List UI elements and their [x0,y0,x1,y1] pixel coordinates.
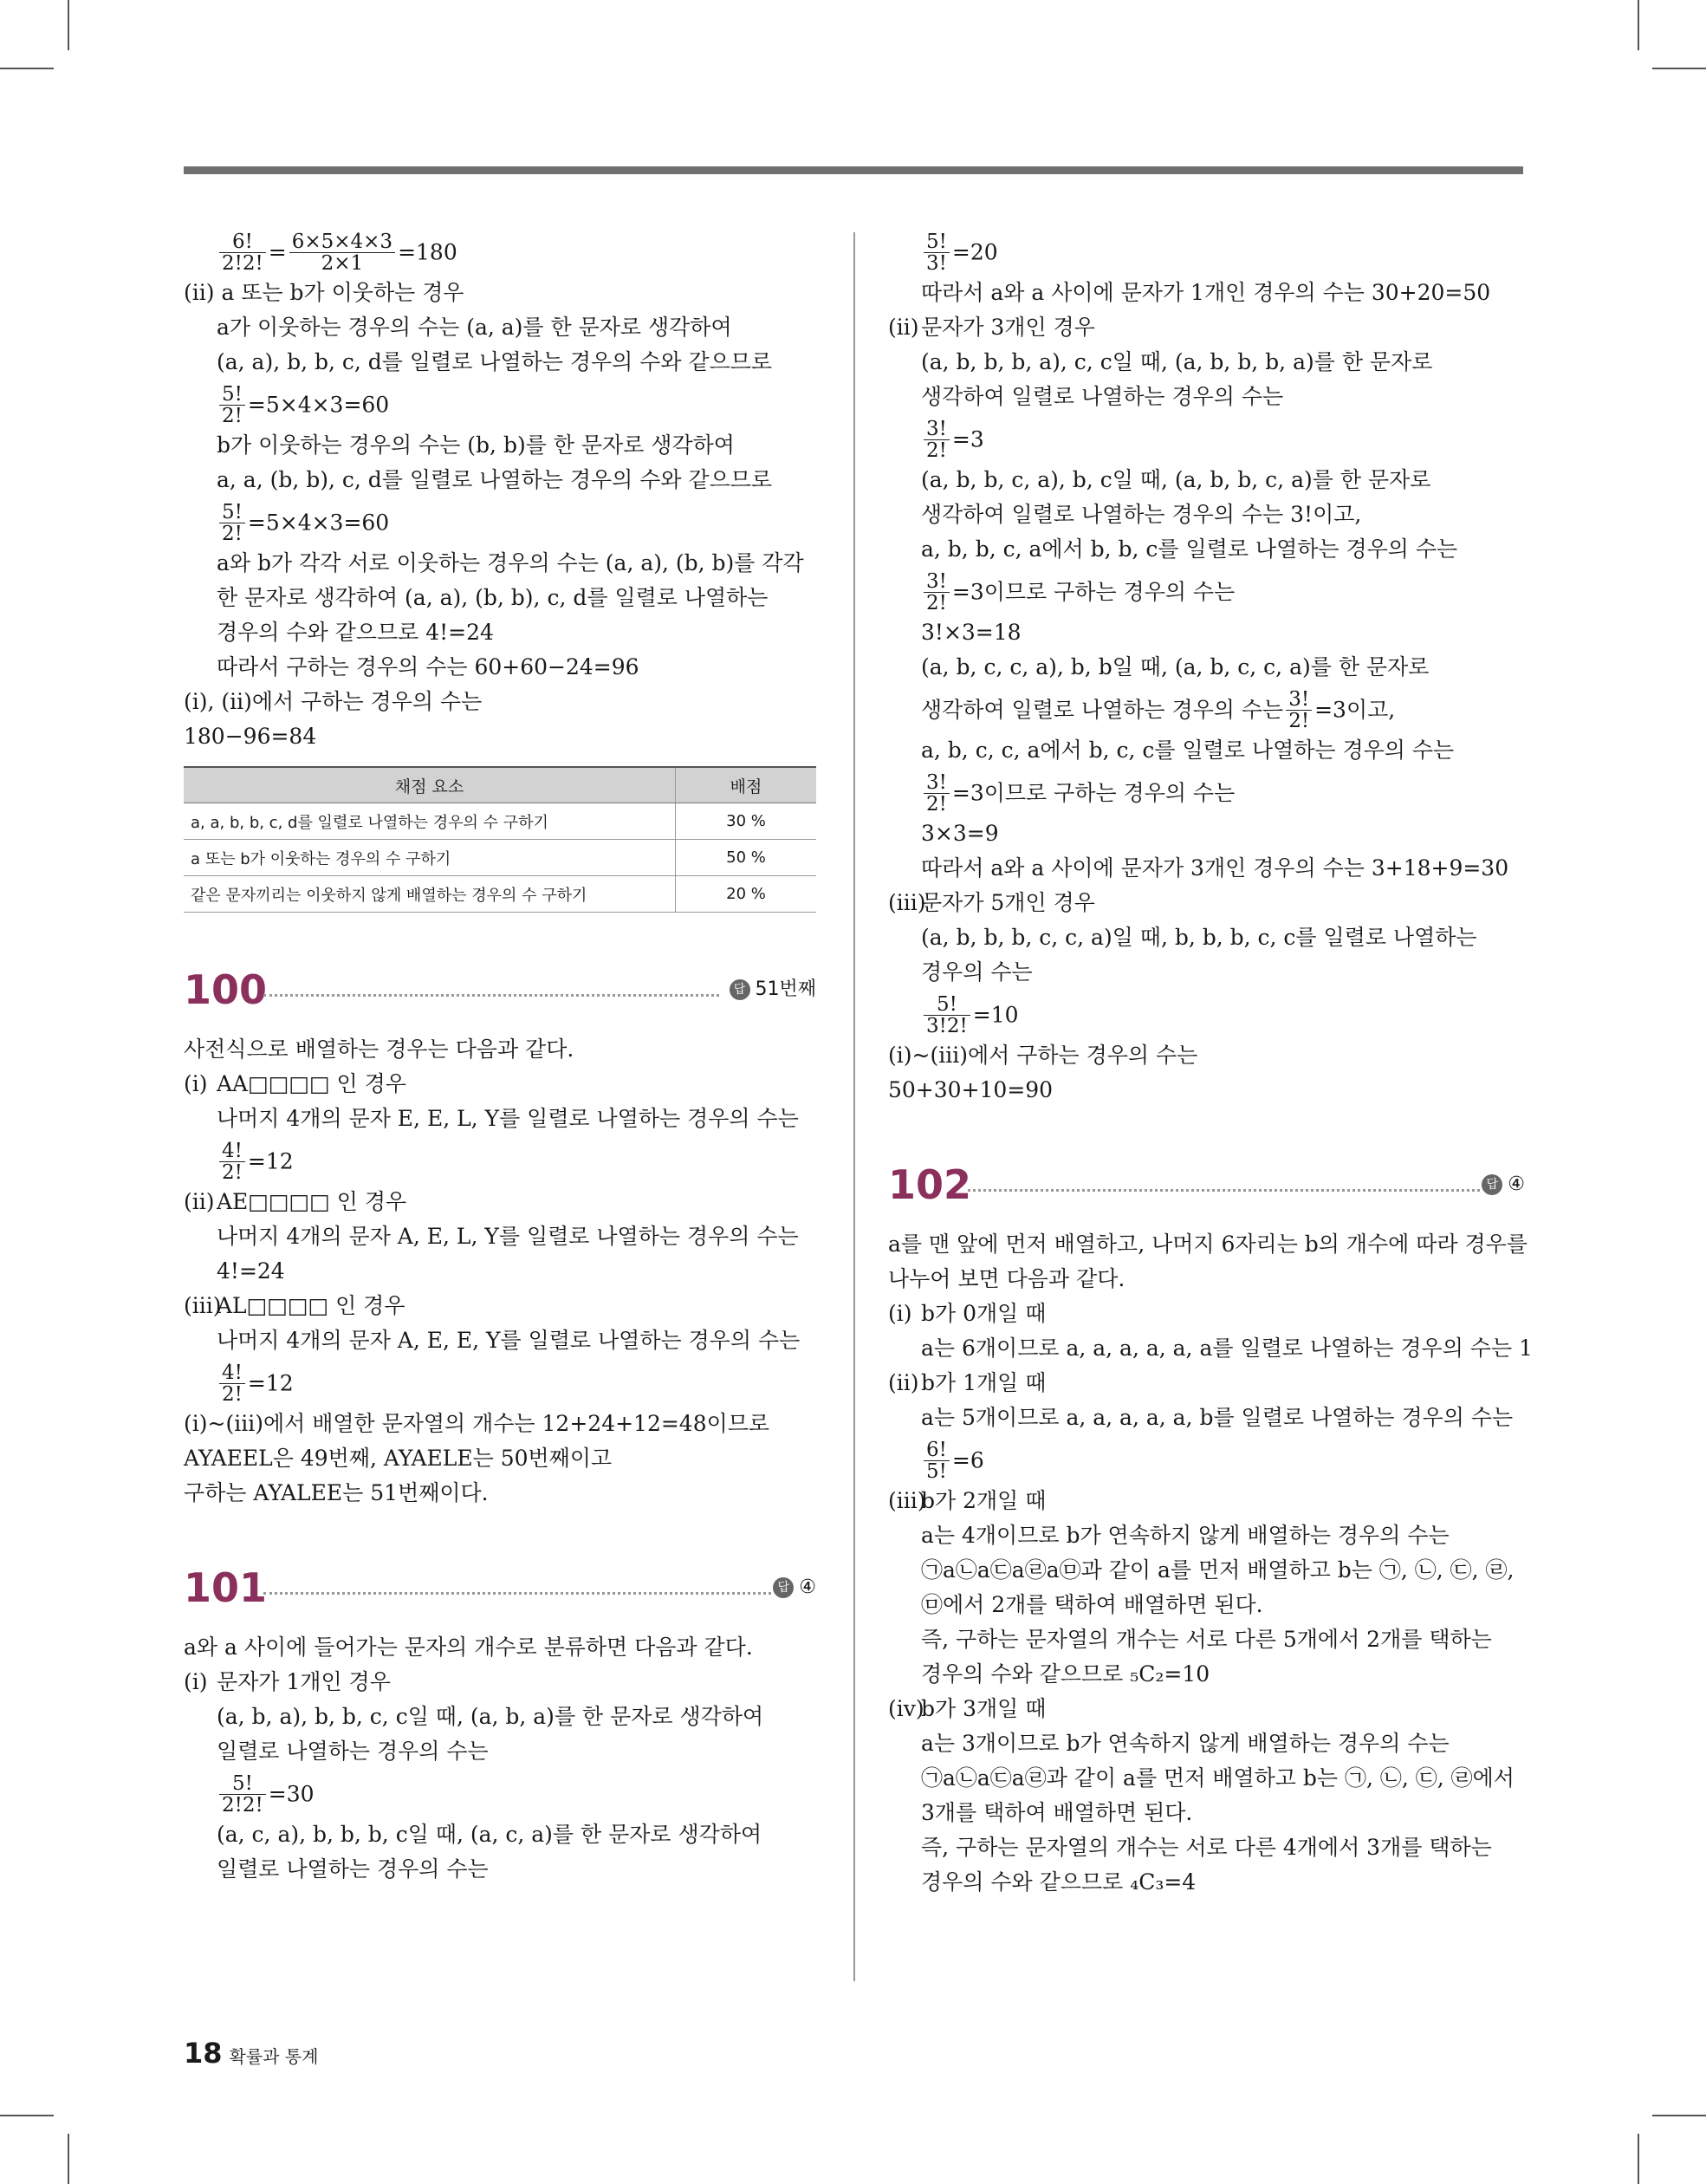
solution-line: (a, c, a), b, b, b, c일 때, (a, c, a)를 한 문자로 생각하여 [217,1822,762,1847]
solution-line: $\frac{6!}{5!}$ =6 [888,1435,1525,1484]
fraction: $\frac{5!}{3!2!}$ [924,994,970,1037]
case-heading: (iii)문자가 5개인 경우 [888,890,1095,915]
fraction: $\frac{5!}{2!}$ [219,502,245,544]
solution-line: (i), (ii)에서 구하는 경우의 수는 [184,689,483,714]
fraction: $\frac{5!}{2!}$ [219,384,245,426]
case-heading: (iv)b가 3개일 때 [888,1696,1047,1721]
solution-line: (i)~(iii)에서 배열한 문자열의 개수는 12+24+12=48이므로 [184,1411,770,1436]
solution-line: $\frac{5!}{2!}$ =5×4×3=60 [184,497,816,546]
case-heading: (iii)AL□□□□ 인 경우 [184,1293,405,1318]
solution-line: $\frac{6!}{2!2!}$ = $\frac{6\times 5\times 4\times 3}{2\times 1}$ =180 [184,227,816,276]
solution-line: 생각하여 일렬로 나열하는 경우의 수는 $\frac{3!}{2!}$ =3이고, [921,688,1396,732]
problem-header [184,965,816,1015]
solution-line: (a, b, b, c, a), b, c일 때, (a, b, b, c, a)를 한 문자로 [921,467,1431,492]
fraction: $\frac{3!}{2!}$ [1286,689,1312,731]
table-row: a 또는 b가 이웃하는 경우의 수 구하기 50 % [184,840,816,876]
fraction: $\frac{6!}{2!2!}$ [219,231,266,274]
solution-line: $\frac{4!}{2!}$ =12 [184,1358,816,1407]
answer-label: 답 51번째 [730,977,817,1003]
crop-mark [1652,68,1706,69]
solution-line: $\frac{3!}{2!}$ =3이므로 구하는 경우의 수는 [888,768,1525,816]
solution-line: a는 3개이므로 b가 연속하지 않게 배열하는 경우의 수는 [921,1731,1450,1756]
solution-line: 한 문자로 생각하여 (a, a), (b, b), c, d를 일렬로 나열하는 [217,585,769,610]
answer-icon: 답 [1482,1174,1502,1195]
header-rule [184,166,1523,174]
case-heading: (ii) 문자가 3개인 경우 [888,315,1095,340]
crop-mark [1652,2115,1706,2116]
solution-line: a를 맨 앞에 먼저 배열하고, 나머지 6자리는 b의 개수에 따라 경우를 [888,1232,1528,1257]
solution-line: $\frac{5!}{3!}$ =20 [888,227,1525,276]
fraction: $\frac{5!}{3!}$ [924,231,950,274]
solution-line: 3개를 택하여 배열하면 된다. [921,1800,1193,1825]
solution-line: 생각하여 일렬로 나열하는 경우의 수는 [921,384,1284,409]
table-header: 배점 [676,767,817,803]
fraction: $\frac{4!}{2!}$ [219,1362,245,1405]
solution-line: a와 a 사이에 들어가는 문자의 개수로 분류하면 다음과 같다. [184,1635,753,1660]
solution-line: 따라서 a와 a 사이에 문자가 3개인 경우의 수는 3+18+9=30 [921,855,1509,881]
solution-line: 나누어 보면 다음과 같다. [888,1266,1125,1291]
page-number: 18 [184,2037,223,2070]
column-divider [853,232,855,1981]
solution-line: 즉, 구하는 문자열의 개수는 서로 다른 4개에서 3개를 택하는 [921,1835,1492,1860]
solution-line: a는 6개이므로 a, a, a, a, a, a를 일렬로 나열하는 경우의 수는 1 [921,1336,1533,1361]
dotted-leader [263,1592,771,1595]
fraction: $\frac{4!}{2!}$ [219,1141,245,1183]
answer-icon: 답 [773,1577,794,1598]
solution-line: b가 이웃하는 경우의 수는 (b, b)를 한 문자로 생각하여 [217,432,735,458]
book-title: 확률과 통계 [229,2046,319,2067]
dotted-leader [263,994,719,997]
table-row: 같은 문자끼리는 이웃하지 않게 배열하는 경우의 수 구하기 20 % [184,876,816,913]
solution-line: 4!=24 [217,1258,285,1284]
solution-line: (a, b, a), b, b, c, c일 때, (a, b, a)를 한 문자로 생각하여 [217,1704,764,1729]
solution-line: a, b, b, c, a에서 b, b, c를 일렬로 나열하는 경우의 수는 [921,536,1458,562]
solution-line: $\frac{3!}{2!}$ =3이므로 구하는 경우의 수는 [888,567,1525,615]
fraction: $\frac{3!}{2!}$ [924,571,950,614]
solution-line: 따라서 구하는 경우의 수는 60+60−24=96 [217,654,639,679]
page-footer [184,2037,319,2070]
fraction: $\frac{5!}{2!2!}$ [219,1773,266,1816]
fraction: $\frac{6!}{5!}$ [924,1440,950,1482]
solution-line: 일렬로 나열하는 경우의 수는 [217,1739,489,1764]
solution-line: (a, b, b, b, c, c, a)일 때, b, b, b, c, c를 일렬로 나열하는 [921,925,1477,950]
left-column [184,227,816,1887]
right-column [888,227,1533,1900]
solution-line: 나머지 4개의 문자 A, E, E, Y를 일렬로 나열하는 경우의 수는 [217,1328,801,1353]
solution-line: (a, b, c, c, a), b, b일 때, (a, b, c, c, a)를 한 문자로 [921,654,1430,679]
fraction: $\frac{6\times 5\times 4\times 3}{2\times 1}$ [289,231,395,274]
case-heading: (iii)b가 2개일 때 [888,1488,1047,1513]
solution-line: $\frac{5!}{2!2!}$ =30 [184,1769,816,1817]
fraction: $\frac{3!}{2!}$ [924,419,950,461]
solution-line: 3!×3=18 [921,620,1022,645]
solution-line: 즉, 구하는 문자열의 개수는 서로 다른 5개에서 2개를 택하는 [921,1627,1492,1652]
solution-line: ㉤에서 2개를 택하여 배열하면 된다. [921,1592,1263,1617]
solution-line: 180−96=84 [184,724,317,749]
crop-mark [0,2115,54,2116]
solution-line: a가 이웃하는 경우의 수는 (a, a)를 한 문자로 생각하여 [217,315,732,340]
solution-line: AYAEEL은 49번째, AYAELE는 50번째이고 [184,1446,613,1471]
problem-number: 101 [184,1564,268,1611]
problem-number: 100 [184,966,268,1013]
solution-line: 일렬로 나열하는 경우의 수는 [217,1856,489,1882]
solution-line: a는 4개이므로 b가 연속하지 않게 배열하는 경우의 수는 [921,1523,1450,1548]
case-heading: (i) 문자가 1개인 경우 [184,1669,391,1694]
solution-line: a와 b가 각각 서로 이웃하는 경우의 수는 (a, a), (b, b)를 각각 [217,550,804,575]
case-heading: (i) b가 0개일 때 [888,1301,1047,1326]
scoring-table [184,766,816,913]
case-heading: (ii) b가 1개일 때 [888,1370,1047,1395]
solution-line: 경우의 수와 같으므로 4!=24 [217,620,494,645]
answer-label: 답 ④ [773,1575,816,1601]
case-heading: (ii) AE□□□□ 인 경우 [184,1189,407,1214]
solution-line: a, b, c, c, a에서 b, c, c를 일렬로 나열하는 경우의 수는 [921,738,1455,763]
answer-icon: 답 [730,979,750,1000]
solution-line: ㉠a㉡a㉢a㉣a㉤과 같이 a를 먼저 배열하고 b는 ㉠, ㉡, ㉢, ㉣, [921,1557,1515,1583]
problem-number: 102 [888,1161,972,1208]
crop-mark [1638,2134,1639,2184]
fraction: $\frac{3!}{2!}$ [924,772,950,815]
solution-line: (a, b, b, b, a), c, c일 때, (a, b, b, b, a)를 한 문자로 [921,349,1433,374]
solution-line: 경우의 수는 [921,959,1033,985]
crop-mark [0,68,54,69]
crop-mark [1638,0,1639,50]
solution-line: 50+30+10=90 [888,1077,1054,1102]
case-heading: (ii) a 또는 b가 이웃하는 경우 [184,280,464,305]
solution-line: 생각하여 일렬로 나열하는 경우의 수는 3!이고, [921,502,1362,527]
solution-line: a는 5개이므로 a, a, a, a, a, b를 일렬로 나열하는 경우의 수는 [921,1405,1514,1430]
dotted-leader [968,1189,1480,1192]
problem-header [184,1563,816,1613]
solution-line: 사전식으로 배열하는 경우는 다음과 같다. [184,1037,574,1062]
solution-line: ㉠a㉡a㉢a㉣과 같이 a를 먼저 배열하고 b는 ㉠, ㉡, ㉢, ㉣에서 [921,1765,1515,1791]
solution-line: 따라서 a와 a 사이에 문자가 1개인 경우의 수는 30+20=50 [921,280,1491,305]
solution-line: (i)~(iii)에서 구하는 경우의 수는 [888,1043,1198,1068]
crop-mark [68,2134,69,2184]
crop-mark [68,0,69,50]
solution-line: a, a, (b, b), c, d를 일렬로 나열하는 경우의 수와 같으므로 [217,467,773,492]
solution-line: (a, a), b, b, c, d를 일렬로 나열하는 경우의 수와 같으므로 [217,349,773,374]
solution-line: $\frac{5!}{2!}$ =5×4×3=60 [184,380,816,428]
table-row: a, a, b, b, c, d를 일렬로 나열하는 경우의 수 구하기 30 % [184,803,816,840]
solution-line: 나머지 4개의 문자 E, E, L, Y를 일렬로 나열하는 경우의 수는 [217,1106,799,1131]
solution-line: 3×3=9 [921,821,999,846]
solution-line: 구하는 AYALEE는 51번째이다. [184,1480,489,1505]
table-header: 채점 요소 [184,767,676,803]
solution-line: $\frac{3!}{2!}$ =3 [888,414,1525,463]
solution-line: 경우의 수와 같으므로 ₄C₃=4 [921,1869,1197,1895]
answer-label: 답 ④ [1482,1172,1525,1198]
solution-line: 나머지 4개의 문자 A, E, L, Y를 일렬로 나열하는 경우의 수는 [217,1224,799,1249]
solution-line: $\frac{5!}{3!2!}$ =10 [888,990,1525,1038]
solution-line: $\frac{4!}{2!}$ =12 [184,1136,816,1185]
problem-header [888,1160,1525,1210]
case-heading: (i) AA□□□□ 인 경우 [184,1071,406,1096]
solution-line: 경우의 수와 같으므로 ₅C₂=10 [921,1661,1210,1687]
